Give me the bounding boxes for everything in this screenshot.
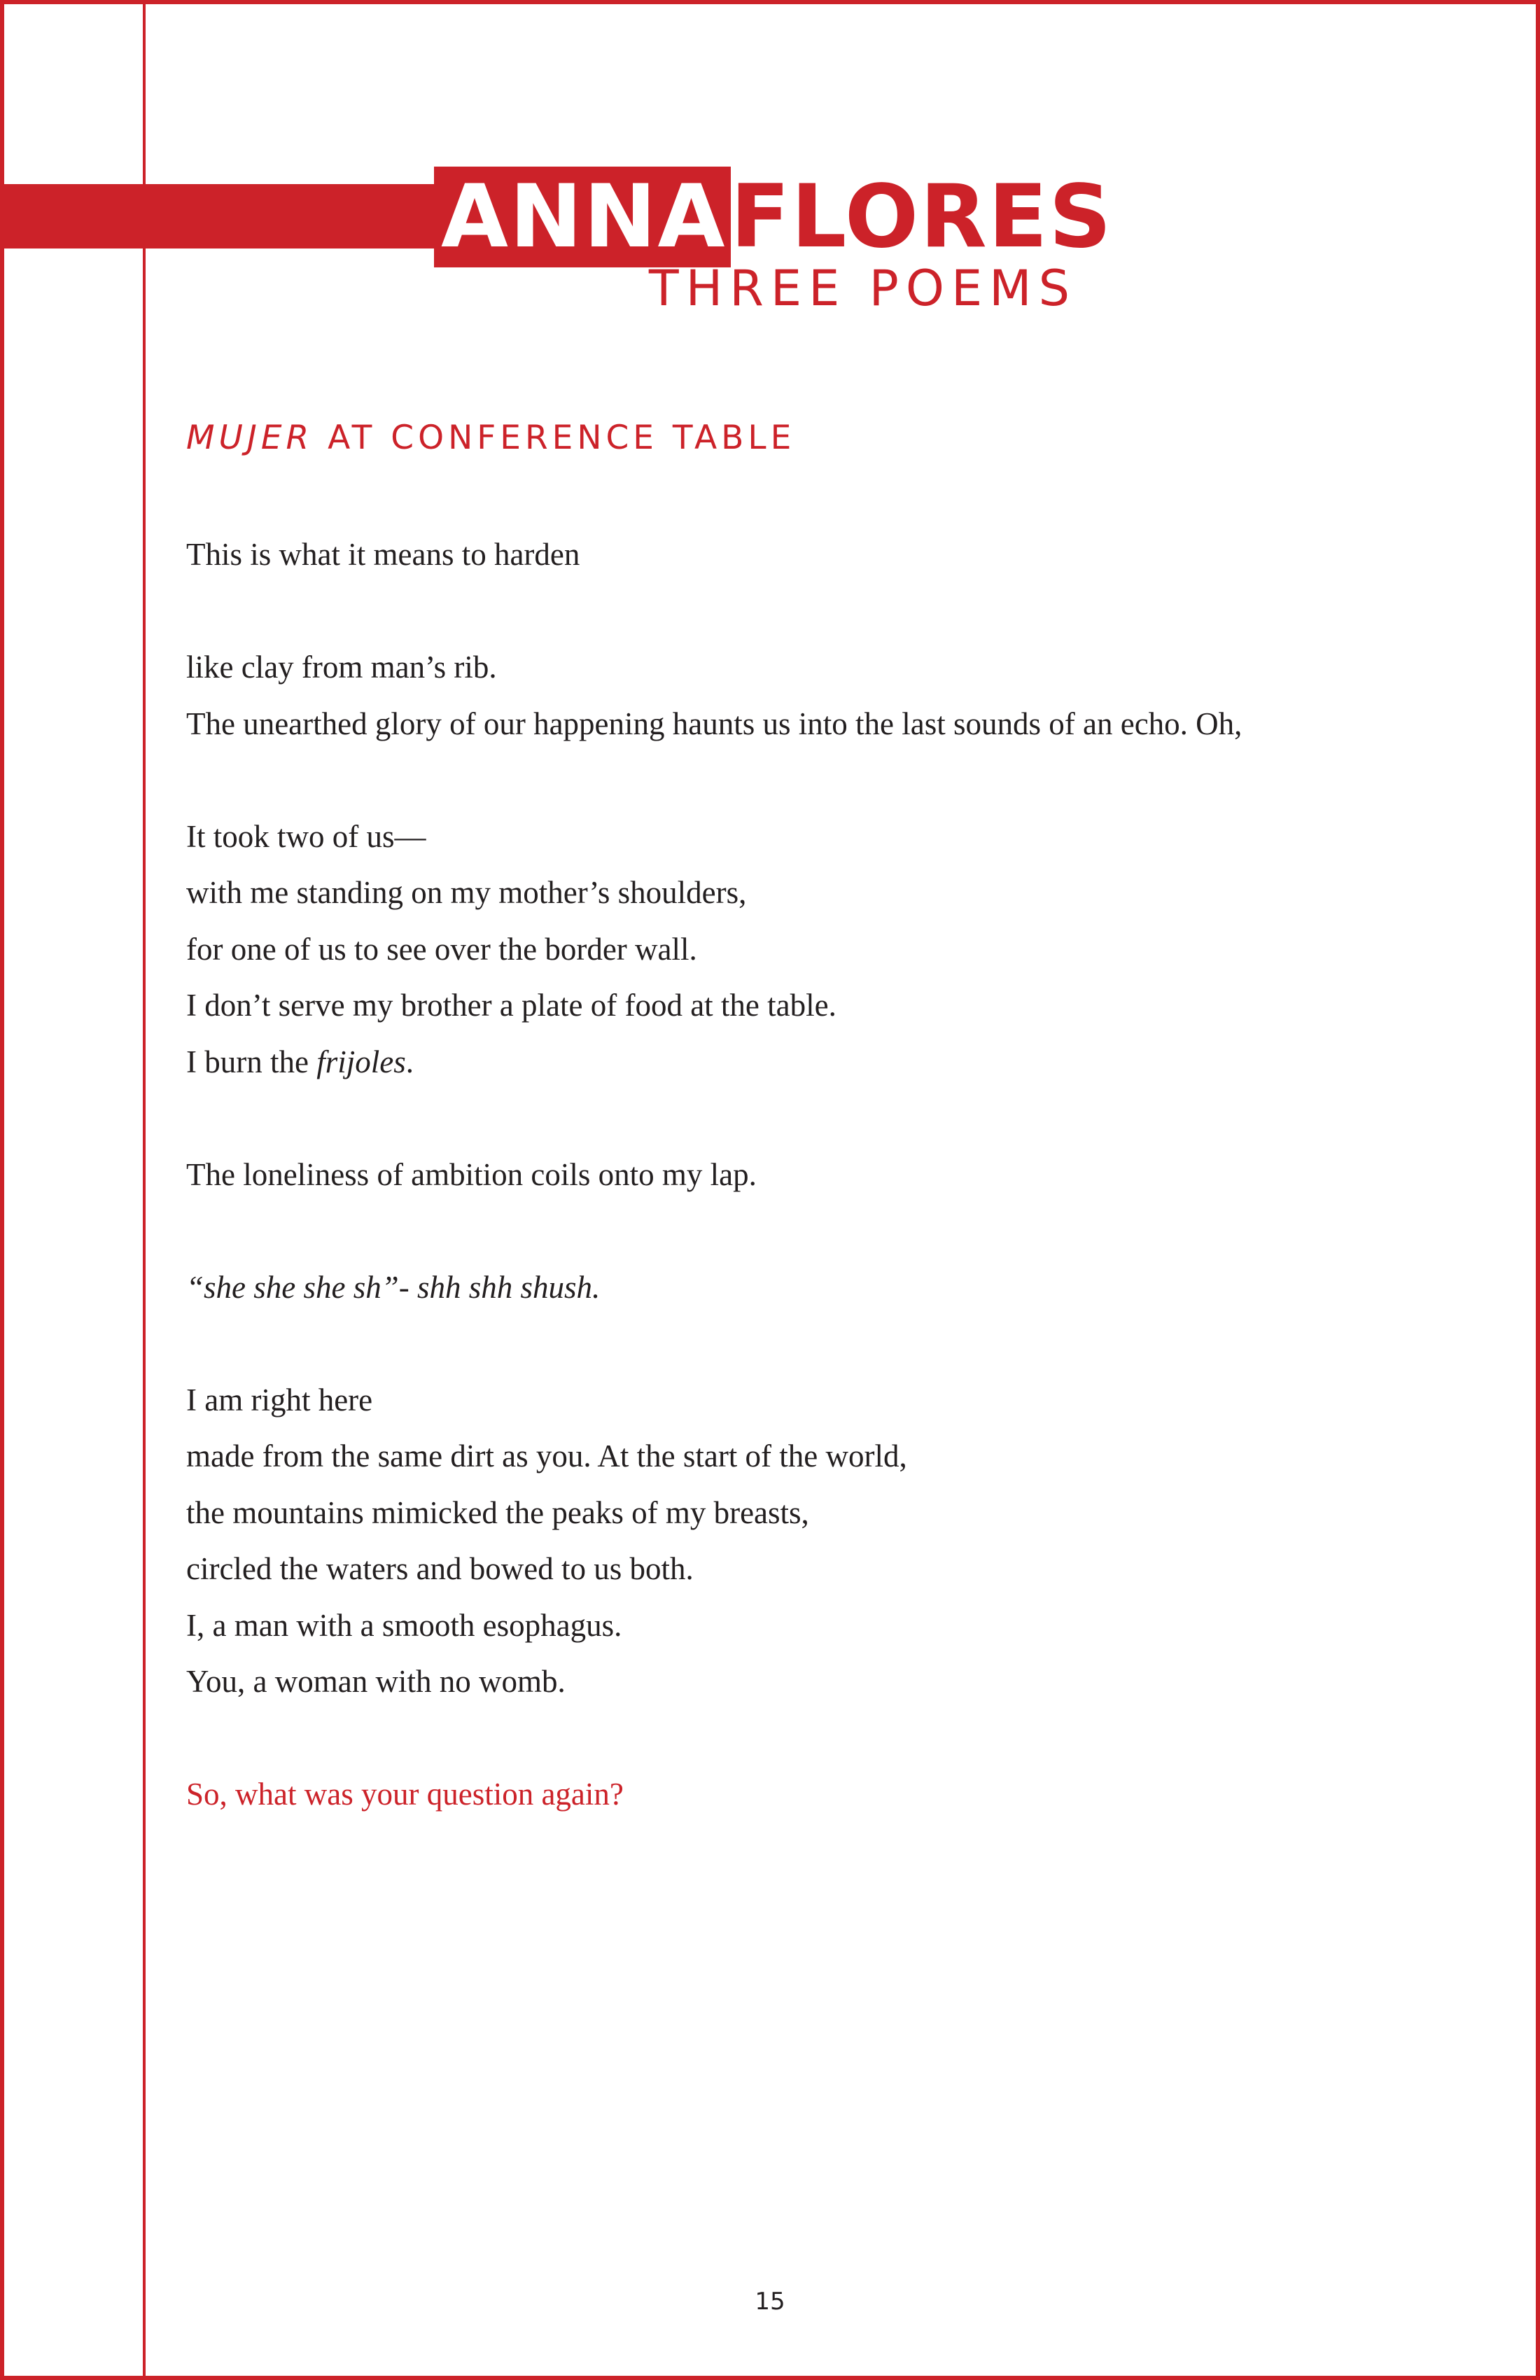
poem-line: The unearthed glory of our happening haunts us into the last sounds of an echo. Oh, — [186, 706, 1242, 741]
poem-line: the mountains mimicked the peaks of my breasts, — [186, 1494, 809, 1530]
poem-line: made from the same dirt as you. At the start of the world, — [186, 1438, 907, 1474]
poem-line: I am right here — [186, 1382, 373, 1418]
poem-line-italic: “she she she sh”- shh shh shush. — [186, 1269, 601, 1305]
poem-line — [186, 1034, 1488, 1091]
poem-line-italic-word: frijoles — [316, 1044, 406, 1079]
poem-line-text: . — [405, 1044, 414, 1079]
stanza-break — [186, 1090, 1488, 1147]
collection-subtitle: THREE POEMS — [648, 260, 1077, 317]
stanza-break — [186, 583, 1488, 640]
poem-line: I don’t serve my brother a plate of food at the table. — [186, 988, 836, 1023]
author-header — [434, 167, 1113, 317]
poem-line: like clay from man’s rib. — [186, 650, 497, 685]
stanza-break — [186, 1203, 1488, 1259]
author-last-name: FLORES — [730, 167, 1113, 267]
author-first-name: ANNA — [434, 167, 731, 267]
stanza-break — [186, 752, 1488, 808]
poem-line: circled the waters and bowed to us both. — [186, 1551, 694, 1586]
poem-title-rest: AT CONFERENCE TABLE — [313, 419, 796, 457]
author-name — [434, 167, 1113, 267]
poem-line: The loneliness of ambition coils onto my lap. — [186, 1156, 757, 1192]
poem-line: with me standing on my mother’s shoulders, — [186, 875, 747, 910]
poem-line: It took two of us— — [186, 818, 426, 854]
poem-line: You, a woman with no womb. — [186, 1664, 566, 1699]
poem-title — [186, 419, 795, 457]
poem-line: for one of us to see over the border wall. — [186, 931, 697, 967]
stanza-break — [186, 1315, 1488, 1372]
poem-closing-line: So, what was your question again? — [186, 1777, 624, 1812]
title-bar — [0, 184, 462, 248]
poem-line: I, a man with a smooth esophagus. — [186, 1607, 622, 1643]
margin-rule — [143, 0, 146, 2380]
poem-title-italic: MUJER — [186, 419, 314, 457]
poem-line: This is what it means to harden — [186, 537, 580, 572]
poem-line-text: I burn the — [186, 1044, 317, 1079]
stanza-break — [186, 1710, 1488, 1767]
page-number: 15 — [755, 2288, 785, 2316]
poem-body — [186, 526, 1488, 1823]
